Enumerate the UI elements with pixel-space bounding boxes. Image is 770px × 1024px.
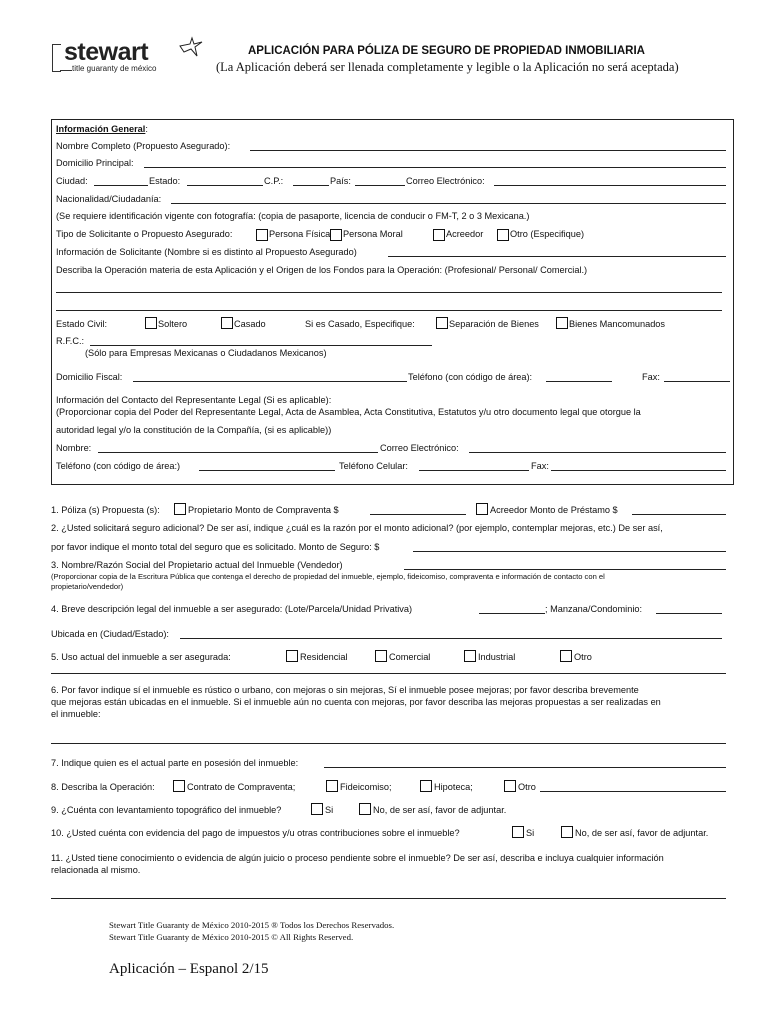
q6-text-1: 6. Por favor indique sí el inmueble es rústico o urbano, con mejoras o sin mejoras, Sí el inmueble posee mejoras; por favor describa brevemente [51, 685, 639, 695]
nombre-contacto-label: Nombre: [56, 443, 92, 453]
describa-field-1[interactable] [56, 292, 722, 293]
levantamiento-si-checkbox[interactable] [311, 803, 323, 815]
posesion-field[interactable] [324, 767, 726, 768]
copyright-es: Stewart Title Guaranty de México 2010-2015 ® Todos los Derechos Reservados. [109, 920, 395, 930]
nacionalidad-field[interactable] [171, 203, 726, 204]
estado-label: Estado: [149, 176, 181, 186]
correo-label: Correo Electrónico: [406, 176, 485, 186]
logo-rule [60, 70, 72, 71]
monto-compraventa-field[interactable] [370, 514, 466, 515]
contacto-note-2: autoridad legal y/o la constitución de la Compañía, (si es aplicable)) [56, 425, 332, 435]
logo-bracket [52, 44, 61, 72]
telefono-area-field[interactable] [546, 381, 612, 382]
levantamiento-si-label: Si [325, 805, 334, 815]
industrial-label: Industrial [478, 652, 516, 662]
manzana-label: ; Manzana/Condominio: [545, 604, 643, 614]
q3-label: 3. Nombre/Razón Social del Propietario actual del Inmueble (Vendedor) [51, 560, 343, 570]
info-solicitante-field[interactable] [388, 256, 726, 257]
q6-text-3: el inmueble: [51, 709, 101, 719]
q5-label: 5. Uso actual del inmueble a ser asegurada: [51, 652, 231, 662]
form-subtitle: (La Aplicación deberá ser llenada completamente y legible o la Aplicación no será aceptada) [216, 60, 679, 74]
q6-text-2: que mejoras están ubicadas en el inmueble. Si el inmueble aún no cuenta con mejoras, por favor describa las mejoras propuestas a ser realizadas en [51, 697, 661, 707]
otro-uso-label: Otro [574, 652, 592, 662]
cp-field[interactable] [293, 185, 329, 186]
q11-text-2: relacionada al mismo. [51, 865, 141, 875]
monto-prestamo-field[interactable] [632, 514, 726, 515]
nombre-field[interactable] [250, 150, 726, 151]
residencial-label: Residencial [300, 652, 348, 662]
q2-text-2: por favor indique el monto total del seguro que es solicitado. Monto de Seguro: $ [51, 542, 380, 552]
page-footer: Aplicación – Espanol 2/15 [109, 961, 269, 977]
fideicomiso-checkbox[interactable] [326, 780, 338, 792]
describa-field-2[interactable] [56, 310, 722, 311]
q1-label: 1. Póliza (s) Propuesta (s): [51, 505, 160, 515]
persona-moral-label: Persona Moral [343, 229, 403, 239]
pais-label: País: [330, 176, 351, 186]
comercial-label: Comercial [389, 652, 431, 662]
impuestos-no-checkbox[interactable] [561, 826, 573, 838]
pais-field[interactable] [355, 185, 405, 186]
copyright-en: Stewart Title Guaranty de México 2010-2015 © All Rights Reserved. [109, 932, 354, 942]
persona-fisica-label: Persona Física [269, 229, 331, 239]
rfc-label: R.F.C.: [56, 336, 85, 346]
uso-field[interactable] [51, 673, 726, 674]
q7-label: 7. Indique quien es el actual parte en posesión del inmueble: [51, 758, 299, 768]
fideicomiso-label: Fideicomiso; [340, 782, 392, 792]
propietario-actual-field[interactable] [404, 569, 726, 570]
comercial-checkbox[interactable] [375, 650, 387, 662]
hipoteca-label: Hipoteca; [434, 782, 473, 792]
ciudad-field[interactable] [94, 185, 148, 186]
domicilio-label: Domicilio Principal: [56, 158, 134, 168]
otro-operacion-label: Otro [518, 782, 536, 792]
q11-text-1: 11. ¿Usted tiene conocimiento o evidencia de algún juicio o proceso pendiente sobre el inmueble? De ser así, describa e incluya cualquier información [51, 853, 664, 863]
nombre-label: Nombre Completo (Propuesto Asegurado): [56, 141, 231, 151]
telefono-area-label: Teléfono (con código de área): [408, 372, 533, 382]
general-heading: Información General: [56, 124, 148, 134]
celular-label: Teléfono Celular: [339, 461, 408, 471]
bienes-mancomunados-label: Bienes Mancomunados [569, 319, 666, 329]
ubicada-label: Ubicada en (Ciudad/Estado): [51, 629, 169, 639]
acreedor-prestamo-label: Acreedor Monto de Préstamo $ [490, 505, 618, 515]
casado-label: Casado [234, 319, 266, 329]
otro-tipo-checkbox[interactable] [497, 229, 509, 241]
q9-label: 9. ¿Cuénta con levantamiento topográfico del inmueble? [51, 805, 282, 815]
stewart-logo: stewart [64, 38, 149, 66]
domicilio-fiscal-label: Domicilio Fiscal: [56, 372, 123, 382]
q3-note-1: (Proporcionar copia de la Escritura Pública que contenga el derecho de propiedad del inmueble, ejemplo, fideicomiso, compraventa e información de contacto con el [51, 572, 605, 581]
acreedor-prestamo-checkbox[interactable] [476, 503, 488, 515]
tipo-label: Tipo de Solicitante o Propuesto Asegurado: [56, 229, 233, 239]
persona-moral-checkbox[interactable] [330, 229, 342, 241]
industrial-checkbox[interactable] [464, 650, 476, 662]
manzana-field[interactable] [656, 613, 722, 614]
contacto-label: Información del Contacto del Representante Legal (Si es aplicable): [56, 395, 332, 405]
telefono-contacto-label: Teléfono (con código de área:) [56, 461, 181, 471]
otro-operacion-checkbox[interactable] [504, 780, 516, 792]
q4-label: 4. Breve descripción legal del inmueble a ser asegurado: (Lote/Parcela/Unidad Privativa) [51, 604, 413, 614]
soltero-label: Soltero [158, 319, 188, 329]
persona-fisica-checkbox[interactable] [256, 229, 268, 241]
fax-label: Fax: [642, 372, 660, 382]
info-solicitante-label: Información de Solicitante (Nombre si es distinto al Propuesto Asegurado) [56, 247, 357, 257]
bienes-mancomunados-checkbox[interactable] [556, 317, 568, 329]
rfc-field[interactable] [90, 345, 432, 346]
q2-text-1: 2. ¿Usted solicitará seguro adicional? De ser así, indique ¿cuál es la razón por el monto adicional? (por ejemplo, contemplar mejoras, etc.) De ser así, [51, 523, 663, 533]
lote-field[interactable] [479, 613, 545, 614]
cp-label: C.P.: [264, 176, 284, 186]
acreedor-checkbox[interactable] [433, 229, 445, 241]
residencial-checkbox[interactable] [286, 650, 298, 662]
impuestos-no-label: No, de ser así, favor de adjuntar. [575, 828, 709, 838]
otro-uso-checkbox[interactable] [560, 650, 572, 662]
correo-field[interactable] [494, 185, 726, 186]
impuestos-si-checkbox[interactable] [512, 826, 524, 838]
si-casado-label: Si es Casado, Especifique: [305, 319, 415, 329]
separacion-bienes-label: Separación de Bienes [449, 319, 539, 329]
fax-field[interactable] [664, 381, 730, 382]
ciudad-label: Ciudad: [56, 176, 88, 186]
contacto-note-1: (Proporcionar copia del Poder del Representante Legal, Acta de Asamblea, Acta Constitutiva, Estatutos y/u otro documento legal que otorgue la [56, 407, 641, 417]
otro-operacion-field[interactable] [540, 791, 726, 792]
propietario-label: Propietario Monto de Compraventa $ [188, 505, 339, 515]
contrato-compraventa-checkbox[interactable] [173, 780, 185, 792]
identificacion-note: (Se requiere identificación vigente con fotografía: (copia de pasaporte, licencia de conducir o FM-T, 2 o 3 Mexicana.) [56, 211, 530, 221]
eagle-logo-icon [178, 36, 204, 58]
monto-seguro-field[interactable] [413, 551, 726, 552]
domicilio-field[interactable] [144, 167, 726, 168]
estado-civil-label: Estado Civil: [56, 319, 108, 329]
otro-tipo-label: Otro (Especifique) [510, 229, 585, 239]
juicio-field[interactable] [51, 898, 726, 899]
fax-contacto-field[interactable] [551, 470, 726, 471]
domicilio-fiscal-field[interactable] [133, 381, 407, 382]
q3-note-2: propietario/vendedor) [51, 582, 124, 591]
levantamiento-no-checkbox[interactable] [359, 803, 371, 815]
fax-contacto-label: Fax: [531, 461, 549, 471]
acreedor-label: Acreedor [446, 229, 484, 239]
hipoteca-checkbox[interactable] [420, 780, 432, 792]
mejoras-field[interactable] [51, 743, 726, 744]
nacionalidad-label: Nacionalidad/Ciudadanía: [56, 194, 162, 204]
describa-label: Describa la Operación materia de esta Aplicación y el Origen de los Fondos para la Operación: (Profesional/ Personal/ Comercial.) [56, 265, 588, 275]
correo-contacto-field[interactable] [469, 452, 726, 453]
celular-field[interactable] [419, 470, 529, 471]
form-title: APLICACIÓN PARA PÓLIZA DE SEGURO DE PROPIEDAD INMOBILIARIA [248, 45, 645, 57]
separacion-bienes-checkbox[interactable] [436, 317, 448, 329]
casado-checkbox[interactable] [221, 317, 233, 329]
telefono-contacto-field[interactable] [199, 470, 335, 471]
impuestos-si-label: Si [526, 828, 535, 838]
soltero-checkbox[interactable] [145, 317, 157, 329]
logo-subtitle: title guaranty de méxico [72, 64, 157, 73]
rfc-note: (Sólo para Empresas Mexicanas o Ciudadanos Mexicanos) [85, 348, 327, 358]
ubicada-field[interactable] [180, 638, 722, 639]
q10-label: 10. ¿Usted cuénta con evidencia del pago de impuestos y/u otras contribuciones sobre el inmueble? [51, 828, 460, 838]
correo-contacto-label: Correo Electrónico: [380, 443, 459, 453]
estado-field[interactable] [187, 185, 263, 186]
propietario-checkbox[interactable] [174, 503, 186, 515]
contrato-compraventa-label: Contrato de Compraventa; [187, 782, 296, 792]
q8-label: 8. Describa la Operación: [51, 782, 155, 792]
levantamiento-no-label: No, de ser así, favor de adjuntar. [373, 805, 507, 815]
nombre-contacto-field[interactable] [98, 452, 378, 453]
